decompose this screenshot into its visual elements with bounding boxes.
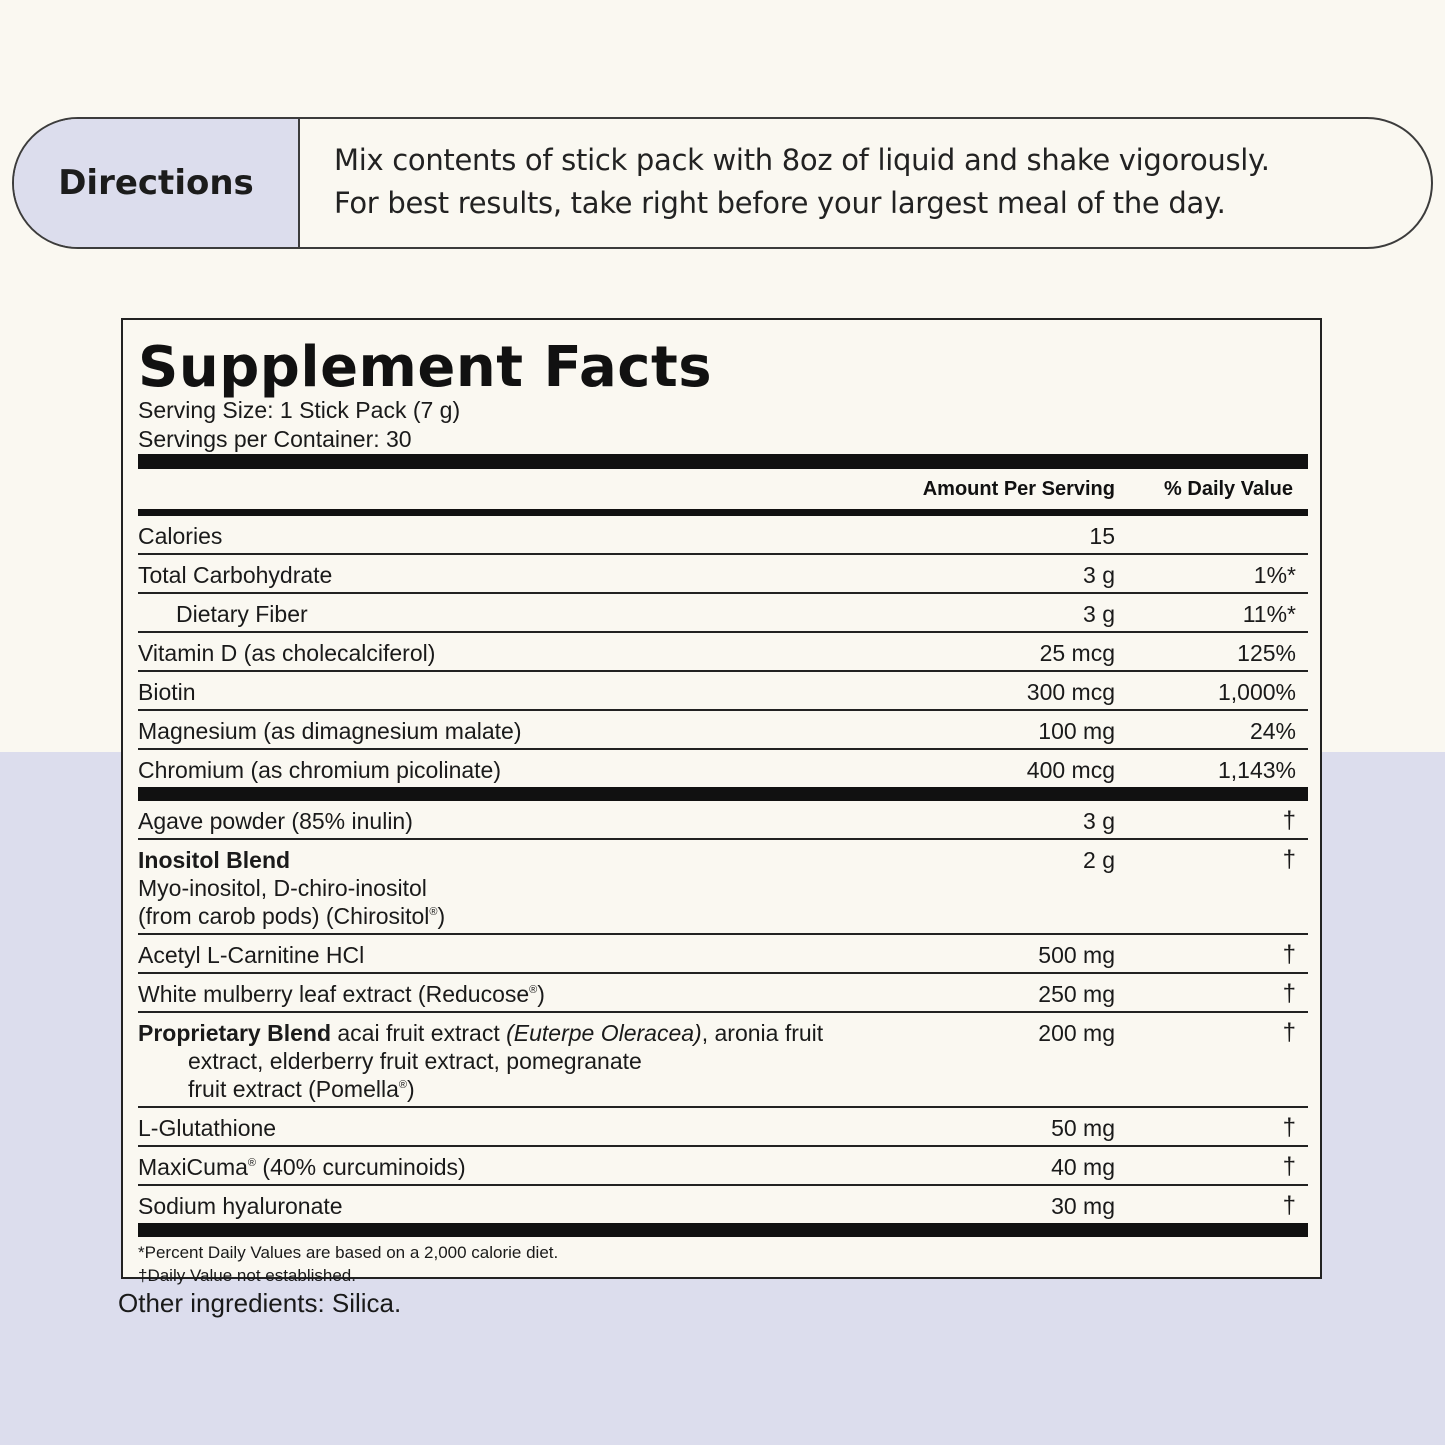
ingredient-name-block: Proprietary Blend acai fruit extract (Euterpe Oleracea), aronia fruit extract, elderberry fruit extract, pomegranate fruit extract (Pomella®)	[138, 1019, 855, 1103]
ingredient-dv: †	[1282, 1114, 1296, 1141]
registered-mark: ®	[429, 906, 438, 918]
other-ingredients: Other ingredients: Silica.	[118, 1288, 402, 1318]
nutrient-dv: 125%	[1237, 640, 1296, 666]
ingredient-detail: extract, elderberry fruit extract, pomegranate	[188, 1048, 642, 1074]
header-daily-value: % Daily Value	[1164, 477, 1293, 500]
directions-line-1: Mix contents of stick pack with 8oz of liquid and shake vigorously.	[334, 143, 1270, 177]
registered-mark: ®	[398, 1079, 408, 1091]
table-row	[138, 935, 1308, 974]
nutrient-dv: 1%*	[1253, 562, 1296, 588]
nutrient-amount: 300 mcg	[1026, 679, 1115, 705]
ingredient-amount: 500 mg	[1038, 942, 1115, 968]
nutrient-amount: 3 g	[1083, 601, 1115, 627]
table-row	[138, 633, 1308, 672]
directions-label: Directions	[14, 119, 300, 247]
ingredient-detail: fruit extract (Pomella®)	[188, 1076, 415, 1102]
nutrient-amount: 100 mg	[1038, 718, 1115, 744]
header-amount: Amount Per Serving	[922, 477, 1115, 500]
ingredient-detail: (from carob pods) (Chirositol®)	[138, 903, 446, 929]
ingredient-name: Acetyl L-Carnitine HCl	[138, 942, 365, 968]
table-row	[138, 555, 1308, 594]
table-row	[138, 711, 1308, 750]
table-row	[138, 1013, 1308, 1108]
table-row	[138, 672, 1308, 711]
latin-name: (Euterpe Oleracea)	[506, 1020, 702, 1046]
facts-title: Supplement Facts	[138, 335, 713, 400]
footnote-daily-values: *Percent Daily Values are based on a 2,000 calorie diet.	[138, 1243, 559, 1262]
supplement-facts-panel	[121, 318, 1322, 1285]
ingredient-dv: †	[1282, 807, 1296, 834]
nutrient-name: Dietary Fiber	[176, 601, 308, 627]
ingredient-name: Proprietary Blend	[138, 1020, 331, 1046]
table-row	[138, 1108, 1308, 1147]
nutrient-dv: 1,143%	[1217, 757, 1296, 783]
ingredient-name: MaxiCuma	[138, 1154, 248, 1180]
directions-text	[300, 119, 1431, 247]
table-row	[138, 516, 1308, 555]
ingredient-amount: 200 mg	[1038, 1020, 1115, 1046]
ingredient-dv: †	[1282, 980, 1296, 1007]
ingredient-name: Agave powder (85% inulin)	[138, 808, 413, 834]
directions-box	[12, 117, 1433, 249]
footnotes	[138, 1241, 1308, 1287]
nutrient-name: Total Carbohydrate	[138, 562, 333, 588]
table-row	[138, 1147, 1308, 1186]
footnote-not-established: †Daily Value not established.	[138, 1266, 356, 1285]
ingredient-amount: 2 g	[1083, 847, 1115, 873]
ingredient-amount: 40 mg	[1051, 1154, 1115, 1180]
registered-mark: ®	[247, 1157, 257, 1169]
table-row	[138, 840, 1308, 935]
nutrient-dv: 1,000%	[1217, 679, 1296, 705]
table-row	[138, 1186, 1308, 1223]
nutrient-amount: 3 g	[1083, 562, 1115, 588]
ingredient-dv: †	[1282, 1192, 1296, 1219]
nutrient-amount: 400 mcg	[1026, 757, 1115, 783]
ingredient-dv: †	[1282, 1153, 1296, 1180]
column-header	[138, 469, 1308, 516]
serving-size: Serving Size: 1 Stick Pack (7 g)	[138, 397, 461, 423]
ingredient-name: Inositol Blend	[138, 847, 291, 873]
nutrient-name: Chromium (as chromium picolinate)	[138, 757, 501, 783]
directions-line-2: For best results, take right before your largest meal of the day.	[334, 186, 1226, 220]
registered-mark: ®	[529, 984, 538, 996]
ingredient-dv: †	[1282, 846, 1296, 873]
nutrient-dv: 24%	[1249, 718, 1296, 744]
ingredient-amount: 50 mg	[1051, 1115, 1115, 1141]
table-row	[138, 974, 1308, 1013]
ingredient-amount: 30 mg	[1051, 1193, 1115, 1219]
ingredient-dv: †	[1282, 1019, 1296, 1046]
servings-per-container: Servings per Container: 30	[138, 426, 412, 452]
ingredient-dv: †	[1282, 941, 1296, 968]
table-row	[138, 594, 1308, 633]
ingredient-name: White mulberry leaf extract (Reducose	[138, 981, 530, 1007]
nutrient-name: Biotin	[138, 679, 196, 705]
table-row	[138, 801, 1308, 840]
ingredient-name-block	[138, 846, 855, 930]
ingredient-name: Sodium hyaluronate	[138, 1193, 343, 1219]
ingredient-name-block: White mulberry leaf extract (Reducose®)	[138, 981, 545, 1007]
divider-bar	[138, 787, 1308, 801]
nutrient-dv: 11%*	[1242, 601, 1296, 627]
ingredient-detail: Myo-inositol, D-chiro-inositol	[138, 875, 427, 901]
divider-bar	[138, 454, 1308, 469]
nutrient-name: Calories	[138, 523, 223, 549]
table-row	[138, 750, 1308, 787]
divider-bar	[138, 1223, 1308, 1237]
nutrient-name: Vitamin D (as cholecalciferol)	[138, 640, 436, 666]
nutrient-amount: 15	[1089, 523, 1115, 549]
ingredient-name: L-Glutathione	[138, 1115, 277, 1141]
nutrient-amount: 25 mcg	[1039, 640, 1115, 666]
nutrient-name: Magnesium (as dimagnesium malate)	[138, 718, 522, 744]
ingredient-amount: 3 g	[1083, 808, 1115, 834]
ingredient-name-block: MaxiCuma® (40% curcuminoids)	[138, 1154, 466, 1180]
ingredient-amount: 250 mg	[1038, 981, 1115, 1007]
